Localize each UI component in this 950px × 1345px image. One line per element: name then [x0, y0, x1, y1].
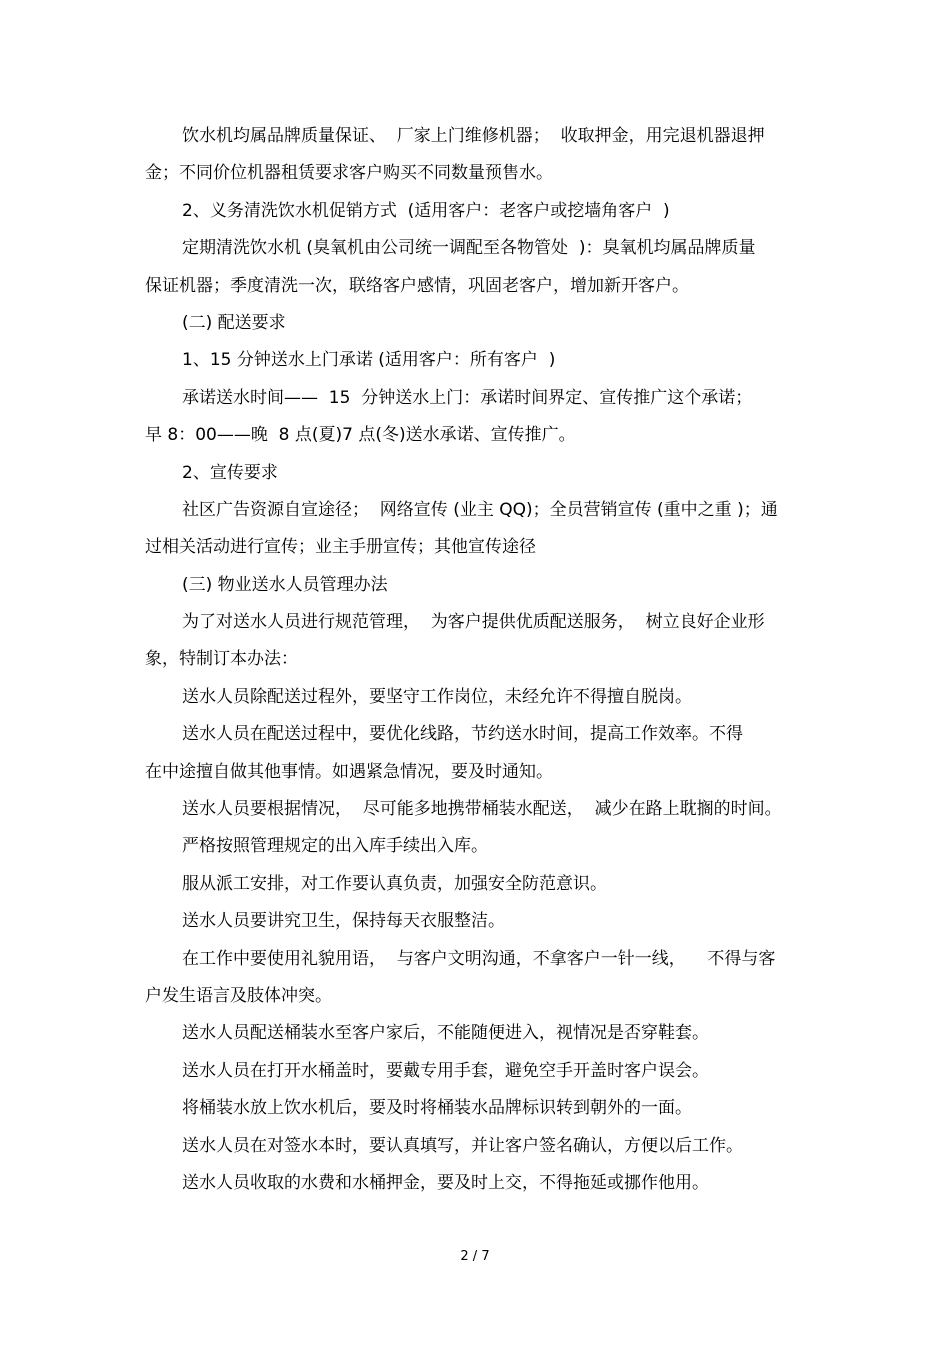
text-line: 送水人员收取的水费和水桶押金，要及时上交，不得拖延或挪作他用。 [182, 1172, 709, 1193]
text-line: 送水人员在打开水桶盖时，要戴专用手套，避免空手开盖时客户误会。 [182, 1060, 709, 1081]
text-line: 送水人员除配送过程外，要坚守工作岗位，未经允许不得擅自脱岗。 [182, 686, 692, 707]
text-line: 早 8：00——晚 8 点(夏)7 点(冬)送水承诺、宣传推广。 [145, 425, 576, 446]
page-number: 2 / 7 [460, 1249, 490, 1264]
text-line: 承诺送水时间—— 15 分钟送水上门：承诺时间界定、宣传推广这个承诺； [182, 387, 753, 408]
text-line: 送水人员要讲究卫生，保持每天衣服整洁。 [182, 911, 505, 932]
text-line: 在工作中要使用礼貌用语， 与客户文明沟通，不拿客户一针一线， 不得与客 [182, 948, 776, 969]
text-line: (二) 配送要求 [182, 312, 286, 333]
text-line: 户发生语言及肢体冲突。 [145, 985, 332, 1006]
text-line: 送水人员在配送过程中，要优化线路，节约送水时间，提高工作效率。不得 [182, 724, 743, 745]
text-line: 定期清洗饮水机 (臭氧机由公司统一调配至各物管处 )：臭氧机均属品牌质量 [182, 238, 756, 259]
text-line: 象，特制订本办法： [145, 649, 298, 670]
text-line: 送水人员要根据情况， 尽可能多地携带桶装水配送， 减少在路上耽搁的时间。 [182, 799, 782, 820]
text-line: 保证机器；季度清洗一次，联络客户感情，巩固老客户，增加新开客户。 [145, 275, 689, 296]
text-line: 饮水机均属品牌质量保证、 厂家上门维修机器； 收取押金，用完退机器退押 [182, 126, 765, 146]
text-line: 在中途擅自做其他事情。如遇紧急情况，要及时通知。 [145, 761, 553, 782]
text-line: 将桶装水放上饮水机后，要及时将桶装水品牌标识转到朝外的一面。 [182, 1098, 692, 1119]
text-line: 1、15 分钟送水上门承诺 (适用客户：所有客户 ) [182, 350, 556, 371]
text-line: 社区广告资源自宣途径； 网络宣传 (业主 QQ)；全员营销宣传 (重中之重 )；通 [182, 499, 778, 520]
text-line: 为了对送水人员进行规范管理， 为客户提供优质配送服务， 树立良好企业形 [182, 612, 765, 633]
text-line: 过相关活动进行宣传；业主手册宣传；其他宣传途径 [145, 537, 536, 558]
text-line: 送水人员在对签水本时，要认真填写，并让客户签名确认，方便以后工作。 [182, 1135, 743, 1156]
document-body [145, 118, 810, 1202]
text-line: 2、宣传要求 [182, 462, 278, 483]
text-line: 服从派工安排，对工作要认真负责，加强安全防范意识。 [182, 873, 607, 894]
text-line: 金；不同价位机器租赁要求客户购买不同数量预售水。 [145, 163, 553, 184]
text-line: 送水人员配送桶装水至客户家后，不能随便进入，视情况是否穿鞋套。 [182, 1023, 709, 1044]
text-line: 严格按照管理规定的出入库手续出入库。 [182, 836, 488, 857]
text-line: (三) 物业送水人员管理办法 [182, 574, 388, 595]
text-line: 2、义务清洗饮水机促销方式 (适用客户：老客户或挖墙角客户 ) [182, 200, 670, 221]
